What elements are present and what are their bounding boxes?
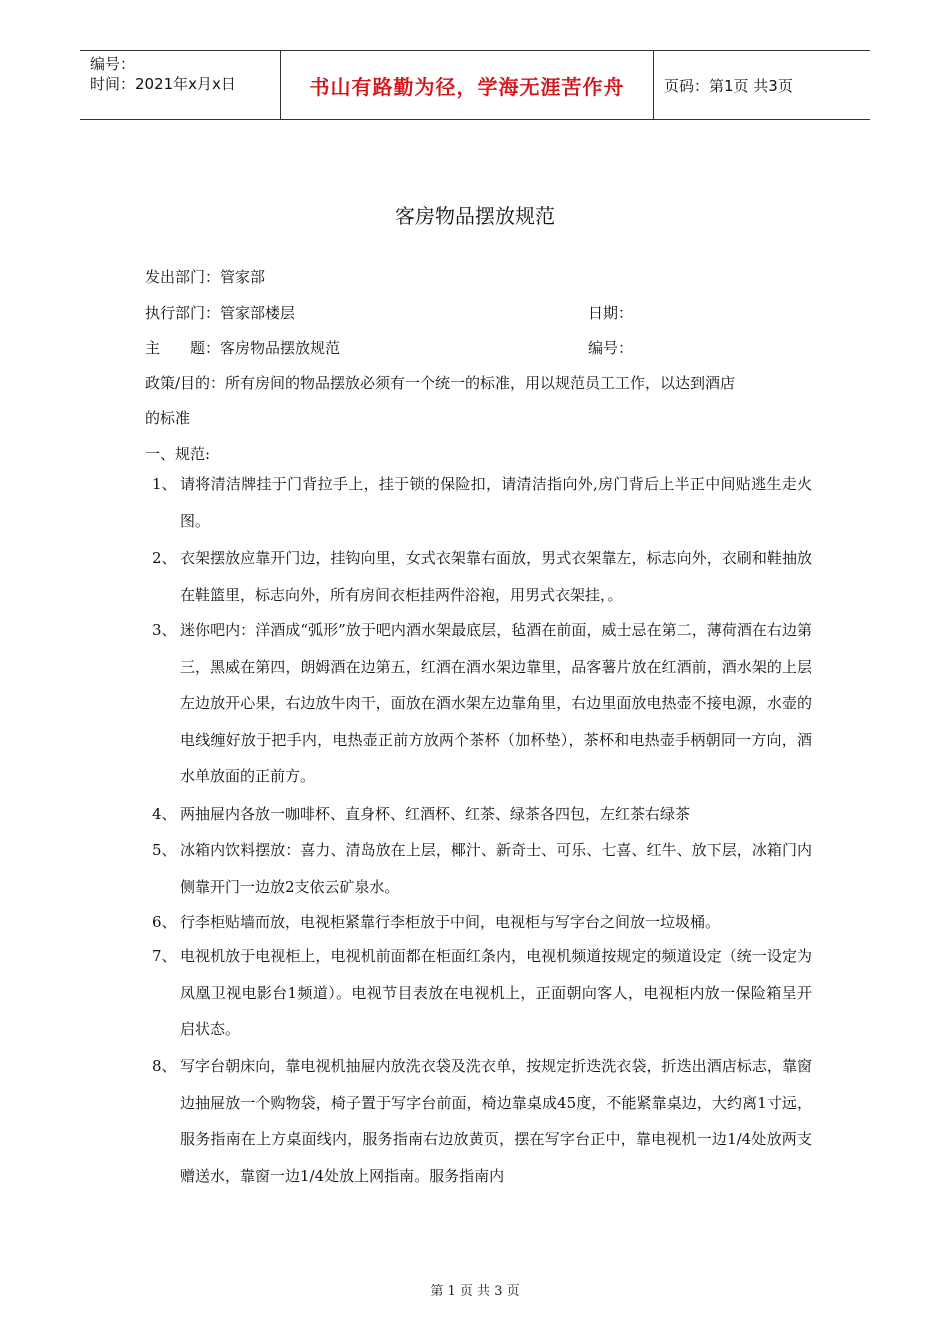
number-label: 编号： bbox=[588, 339, 634, 357]
list-item bbox=[152, 612, 812, 795]
list-item bbox=[152, 466, 812, 539]
item-text: 两抽屉内各放一咖啡杯、直身杯、红酒杯、红茶、绿茶各四包，左红茶右绿茶 bbox=[180, 805, 691, 823]
item-number: 1、 bbox=[152, 475, 177, 493]
item-number: 8、 bbox=[152, 1057, 177, 1075]
subject-line: 主 题：客房物品摆放规范 bbox=[145, 339, 341, 357]
item-text: 迷你吧内：洋酒成“弧形”放于吧内酒水架最底层，毡酒在前面，威士忌在第二，薄荷酒在右边第三，黑威在第四，朗姆酒在边第五，红酒在酒水架边靠里，品客薯片放在红酒前，酒水架的上层左边放开心果，右边放牛肉干，面放在酒水架左边靠角里，右边里面放电热壶不接电源，水壶的电线缠好放于把手内，电热壶正前方放两个茶杯（加杯垫），茶杯和电热壶手柄朝同一方向，酒水单放面的正前方。 bbox=[180, 621, 812, 785]
page-header bbox=[80, 50, 870, 120]
item-number: 3、 bbox=[152, 621, 177, 639]
header-number-label: 编号： bbox=[90, 55, 136, 73]
item-number: 5、 bbox=[152, 841, 177, 859]
executing-dept: 执行部门：管家部楼层 bbox=[145, 304, 296, 322]
list-item bbox=[152, 1048, 812, 1194]
item-text: 行李柜贴墙而放，电视柜紧靠行李柜放于中间，电视柜与写字台之间放一垃圾桶。 bbox=[180, 913, 721, 931]
item-number: 4、 bbox=[152, 805, 177, 823]
header-page-info: 页码：第1页 共3页 bbox=[664, 76, 793, 95]
item-text: 衣架摆放应靠开门边，挂钩向里，女式衣架靠右面放，男式衣架靠左，标志向外，衣刷和鞋抽放在鞋篮里，标志向外，所有房间衣柜挂两件浴袍，用男式衣架挂，。 bbox=[180, 549, 812, 604]
item-number: 6、 bbox=[152, 913, 177, 931]
item-number: 7、 bbox=[152, 947, 177, 965]
header-time-label: 时间：2021年x月x日 bbox=[90, 75, 236, 93]
item-number: 2、 bbox=[152, 549, 177, 567]
list-item bbox=[152, 832, 812, 905]
item-text: 电视机放于电视柜上，电视机前面都在柜面红条内，电视机频道按规定的频道设定（统一设定为凤凰卫视电影台1频道）。电视节目表放在电视机上，正面朝向客人，电视柜内放一保险箱呈开启状态。 bbox=[180, 947, 812, 1038]
issuing-dept: 发出部门：管家部 bbox=[145, 268, 266, 286]
list-item bbox=[152, 796, 812, 833]
list-item bbox=[152, 540, 812, 613]
date-label: 日期： bbox=[588, 304, 634, 322]
item-text: 冰箱内饮料摆放：喜力、清岛放在上层，椰汁、新奇士、可乐、七喜、红牛、放下层，冰箱门内侧靠开门一边放2支依云矿泉水。 bbox=[180, 841, 812, 896]
policy-line-2: 的标准 bbox=[145, 409, 191, 427]
item-text: 写字台朝床向，靠电视机抽屉内放洗衣袋及洗衣单，按规定折迭洗衣袋，折迭出酒店标志，靠窗边抽屉放一个购物袋，椅子置于写字台前面，椅边靠桌成45度，不能紧靠桌边，大约离1寸远，服务指南在上方桌面线内，服务指南右边放黄页，摆在写字台正中，靠电视机一边1/4处放两支赠送水，靠窗一边1/4处放上网指南。服务指南内 bbox=[180, 1057, 812, 1185]
policy-line-1: 政策/目的：所有房间的物品摆放必须有一个统一的标准，用以规范员工工作，以达到酒店 bbox=[145, 374, 736, 392]
header-motto: 书山有路勤为径，学海无涯苦作舟 bbox=[280, 51, 654, 119]
document-title: 客房物品摆放规范 bbox=[395, 204, 555, 228]
section-heading: 一、规范: bbox=[145, 445, 211, 463]
page-footer: 第 1 页 共 3 页 bbox=[430, 1284, 520, 1299]
list-item bbox=[152, 938, 812, 1048]
list-item bbox=[152, 904, 812, 941]
item-text: 请将清洁牌挂于门背拉手上，挂于锁的保险扣，请清洁指向外,房门背后上半正中间贴逃生走火图。 bbox=[180, 475, 812, 530]
header-meta bbox=[80, 51, 280, 119]
